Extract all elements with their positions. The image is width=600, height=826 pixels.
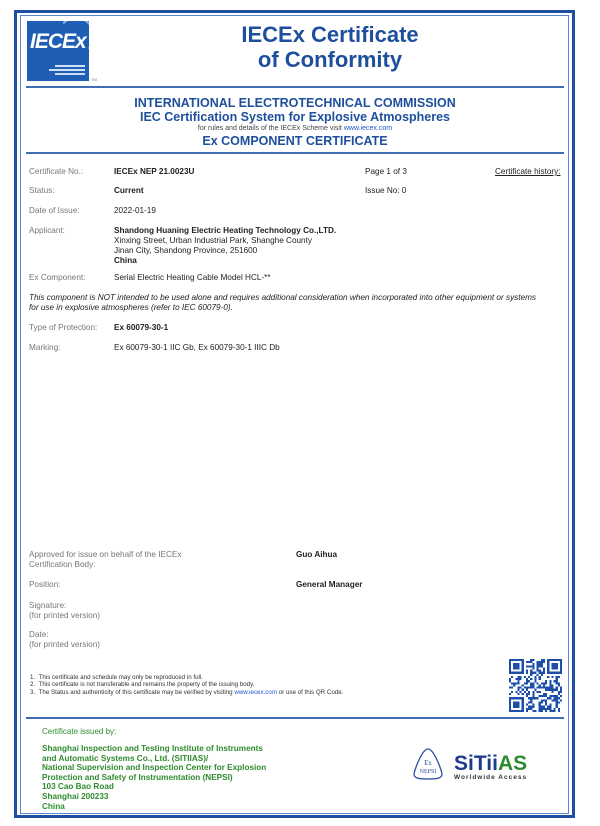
marking-label: Marking: — [29, 343, 61, 352]
footnote-number: 2. — [30, 681, 36, 689]
sitiias-logo — [454, 752, 527, 781]
issuer-line: and Automatic Systems Co., Ltd. (SITIIAS)/ — [42, 753, 209, 763]
logo-text: IECEx — [30, 30, 86, 53]
sitiias-as-text: AS — [497, 752, 528, 775]
issuer-line: 103 Cao Bao Road — [42, 782, 114, 792]
title-line-1: IECEx Certificate — [241, 22, 419, 47]
rules-text: for rules and details of the IECEx Scheme visit — [197, 125, 342, 132]
nepsi-logo — [412, 747, 444, 781]
issuer-line: Shanghai Inspection and Testing Institute of Instruments — [42, 744, 263, 753]
logo-stripe — [49, 69, 85, 71]
type-of-protection-value: Ex 60079-30-1 — [114, 323, 169, 332]
position-label: Position: — [29, 580, 61, 589]
approved-label — [29, 550, 181, 570]
logo-stripe — [55, 65, 85, 67]
approved-label-line-2: Certification Body: — [29, 560, 96, 569]
nepsi-ex-text: Ex — [424, 759, 432, 767]
approved-label-line-1: Approved for issue on behalf of the IECEx — [29, 550, 182, 559]
page-indicator: Page 1 of 3 — [365, 167, 407, 176]
footnotes — [30, 674, 343, 696]
footnote — [30, 681, 343, 688]
issuer-label: Certificate issued by: — [42, 727, 117, 736]
component-notice — [29, 293, 569, 313]
applicant-block — [114, 226, 336, 266]
footnote-number: 3. — [30, 688, 36, 696]
applicant-address-1: Xinxing Street, Urban Industrial Park, Shanghe County — [114, 236, 312, 245]
applicant-address-2: Jinan City, Shandong Province, 251600 — [114, 246, 258, 255]
sitiias-main-text: SiTii — [454, 752, 498, 775]
rules-line — [26, 125, 564, 132]
status-label: Status: — [29, 186, 55, 195]
signature-label-line-2: (for printed version) — [29, 611, 100, 620]
notice-line-2: for use in explosive atmospheres (refer to IEC 60079-0). — [29, 303, 233, 312]
trademark-mark: TM — [91, 77, 97, 82]
ex-component-label: Ex Component: — [29, 273, 86, 282]
footnote — [30, 689, 343, 696]
certificate-history-link[interactable]: Certificate history: — [495, 167, 561, 176]
type-of-protection-label: Type of Protection: — [29, 323, 98, 332]
certificate-no-value: IECEx NEP 21.0023U — [114, 167, 195, 176]
footnote — [30, 674, 343, 681]
qr-code[interactable] — [509, 659, 562, 712]
system-heading: IEC Certification System for Explosive Atmospheres — [139, 110, 451, 124]
position-value: General Manager — [296, 580, 363, 589]
date-label-line-1: Date: — [29, 630, 49, 639]
approver-name: Guo Aihua — [296, 550, 338, 559]
applicant-name: Shandong Huaning Electric Heating Technology Co.,LTD. — [114, 226, 337, 235]
iecex-link[interactable]: www.iecex.com — [343, 125, 393, 132]
date-of-issue-label: Date of Issue: — [29, 206, 80, 215]
notice-line-1: This component is NOT intended to be used alone and requires additional consideration when incorporated into other equipment or systems — [29, 293, 537, 302]
footnote-text: The Status and authenticity of this certificate may be verified by visiting — [38, 688, 233, 696]
signature-label — [29, 601, 100, 621]
date-label-line-2: (for printed version) — [29, 640, 100, 649]
title-line-2: of Conformity — [257, 47, 403, 72]
date-of-issue-value: 2022-01-19 — [114, 206, 156, 215]
logo-stripe — [55, 73, 85, 75]
footnote-text: This certificate and schedule may only be reproduced in full. — [38, 674, 204, 681]
sitiias-wordmark — [454, 752, 527, 776]
issuer-details — [42, 744, 266, 811]
sitiias-tagline: Worldwide Access — [454, 774, 528, 781]
footnote-number: 1. — [30, 674, 36, 681]
issuer-line: Shanghai 200233 — [42, 791, 109, 801]
header-divider — [26, 86, 564, 88]
ex-component-value: Serial Electric Heating Cable Model HCL-** — [114, 273, 271, 282]
applicant-label: Applicant: — [29, 226, 65, 235]
issuer-line: China — [42, 801, 65, 811]
org-heading: INTERNATIONAL ELECTROTECHNICAL COMMISSION — [134, 96, 456, 110]
footnote-text: This certificate is not transferable and remains the property of the issuing body. — [38, 681, 255, 689]
iecex-verify-link[interactable]: www.iecex.com — [234, 688, 277, 696]
iecex-logo — [27, 21, 89, 81]
footnote-text: or use of this QR Code. — [278, 688, 344, 696]
signature-label-line-1: Signature: — [29, 601, 67, 610]
issuer-line: National Supervision and Inspection Center for Explosion — [42, 763, 267, 773]
issue-no: Issue No: 0 — [365, 186, 407, 195]
marking-value: Ex 60079-30-1 IIC Gb, Ex 60079-30-1 IIIC Db — [114, 343, 280, 352]
nepsi-name-text: NEPSI — [419, 769, 437, 775]
section-divider — [26, 152, 564, 154]
issuer-line: Protection and Safety of Instrumentation (NEPSI) — [42, 772, 233, 782]
certificate-no-label: Certificate No.: — [29, 167, 84, 176]
footer-divider — [26, 717, 564, 719]
page-title — [200, 22, 460, 72]
cert-type-heading: Ex COMPONENT CERTIFICATE — [202, 134, 388, 148]
date-label — [29, 630, 100, 650]
status-value: Current — [114, 186, 144, 195]
applicant-country: China — [114, 256, 137, 265]
